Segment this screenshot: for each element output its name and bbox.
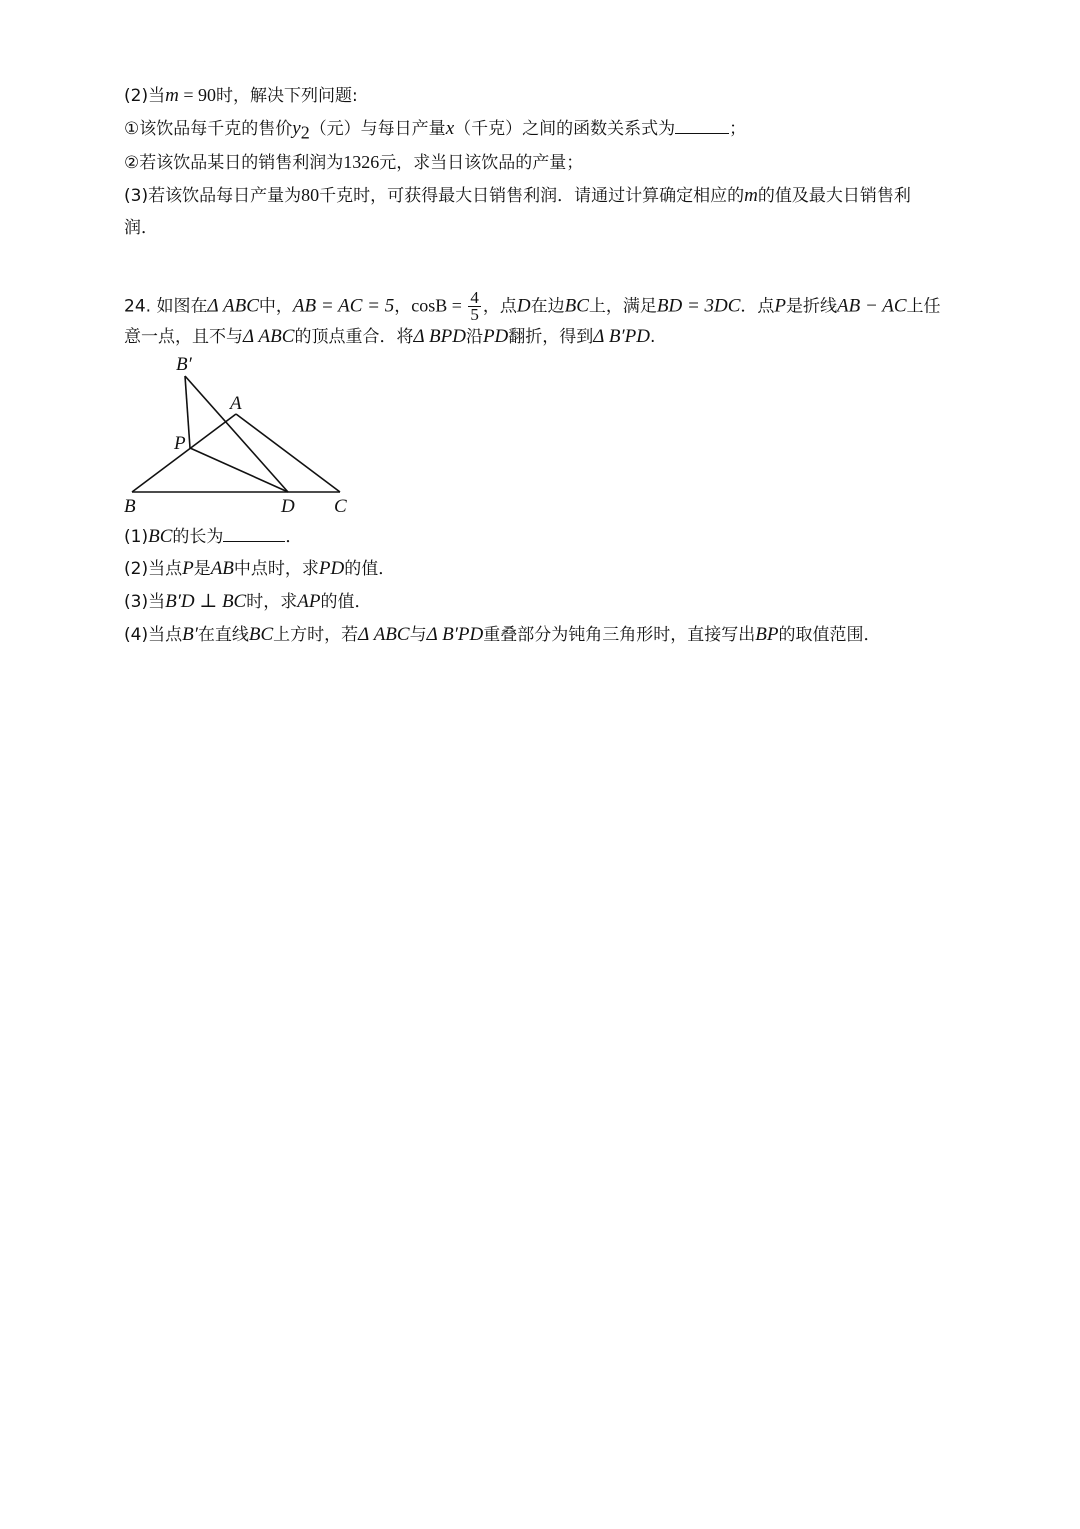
math-expr: Δ ABC — [243, 326, 295, 347]
part3-line-cont — [124, 217, 158, 239]
text: 意一点，且不与 — [124, 327, 243, 347]
math-expr: = 90 — [178, 85, 216, 105]
fraction — [468, 290, 481, 323]
math-var: m — [165, 85, 179, 106]
math-expr: BD = 3DC — [656, 295, 741, 317]
part3-line — [124, 184, 911, 207]
text: 润． — [124, 218, 158, 238]
math-expr: Δ ABC — [207, 295, 259, 317]
math-expr: Δ BPD — [413, 326, 466, 347]
math-var: y — [292, 118, 301, 139]
q24-sub4 — [124, 624, 880, 646]
label-P: P — [174, 433, 186, 454]
math-var: AP — [297, 591, 321, 612]
text: 的值． — [320, 592, 372, 612]
text: 翻折，得到 — [508, 327, 594, 347]
answer-blank — [675, 117, 729, 134]
label-C: C — [334, 496, 347, 517]
text: 上，满足 — [588, 296, 657, 317]
text: 是折线 — [786, 296, 838, 317]
text: 是 — [193, 559, 211, 579]
q24-line1 — [124, 290, 941, 323]
text: （千克）之间的函数关系式为 — [454, 119, 676, 139]
text: 的值及最大日销售利 — [757, 186, 911, 206]
math-expr: cosB = — [411, 295, 467, 316]
text: (2)当点 — [124, 559, 183, 579]
text: (3)当 — [124, 592, 166, 612]
part2-line — [124, 84, 358, 107]
triangle-figure — [110, 348, 370, 518]
text: 时，求 — [246, 592, 298, 612]
math-var: P — [182, 558, 194, 579]
segment-PD — [190, 448, 288, 492]
math-var: D — [516, 295, 531, 317]
math-var: PD — [318, 558, 345, 579]
q24-line2 — [124, 326, 655, 348]
text: （元）与每日产量 — [309, 119, 446, 139]
math-sub: 2 — [300, 122, 310, 143]
label-A: A — [230, 393, 242, 414]
text: 上任 — [906, 296, 941, 317]
text: 中， — [258, 296, 293, 317]
part2-item1 — [124, 117, 746, 143]
text: 上方时，若 — [273, 625, 359, 645]
text: 千克时，可获得最大日销售利润．请通过计算确定相应的 — [319, 186, 745, 206]
text: 元，求当日该饮品的产量； — [379, 153, 584, 173]
text: ．点 — [740, 296, 775, 317]
label-D: D — [281, 496, 295, 517]
text: 重叠部分为钝角三角形时，直接写出 — [483, 625, 756, 645]
text: 在直线 — [197, 625, 249, 645]
text: ； — [729, 119, 747, 139]
text: 24. 如图在 — [124, 296, 208, 317]
fraction-numerator: 4 — [470, 288, 479, 307]
math-var: x — [445, 118, 455, 139]
text: 在边 — [530, 296, 565, 317]
math-var: m — [744, 185, 758, 206]
math-var: BC — [248, 624, 274, 645]
text: 的长为 — [172, 527, 224, 547]
math-expr: AB = AC = 5 — [292, 295, 395, 317]
text: 的值． — [344, 559, 396, 579]
text: 的取值范围． — [778, 625, 881, 645]
text: ， — [394, 296, 412, 317]
label-Bprime: B′ — [176, 354, 192, 375]
text: 时，解决下列问题: — [215, 86, 358, 106]
math-var: P — [774, 295, 787, 317]
math-expr: Δ B′PD — [593, 326, 650, 347]
math-var: BP — [755, 624, 779, 645]
math-var: BC — [148, 526, 173, 547]
q24-sub1 — [124, 525, 302, 548]
text: ． — [285, 527, 303, 547]
fraction-denominator: 5 — [470, 305, 479, 324]
math-num: 80 — [301, 185, 320, 205]
text: . — [649, 327, 656, 347]
text: 沿 — [465, 327, 483, 347]
math-expr: Δ B′PD — [426, 624, 484, 645]
text: ，点 — [482, 296, 517, 317]
math-expr: AB − AC — [837, 295, 907, 317]
math-expr: Δ ABC — [358, 624, 410, 645]
text: 与 — [409, 625, 427, 645]
text: 的顶点重合．将 — [294, 327, 414, 347]
text: (4)当点 — [124, 625, 183, 645]
text: (1) — [124, 527, 149, 547]
math-var: PD — [482, 326, 509, 347]
segment-PBprime — [185, 376, 190, 448]
math-num: 1326 — [343, 152, 380, 172]
text: (2)当 — [124, 86, 166, 106]
answer-blank — [223, 525, 285, 542]
math-var: BC — [564, 295, 589, 317]
text: ②若该饮品某日的销售利润为 — [124, 153, 344, 173]
label-B: B — [124, 496, 136, 517]
math-expr: B′D ⊥ BC — [165, 591, 247, 612]
math-var: B′ — [182, 624, 198, 645]
text: ①该饮品每千克的售价 — [124, 119, 293, 139]
q24-sub3 — [124, 591, 371, 613]
text: (3)若该饮品每日产量为 — [124, 186, 302, 206]
segment-AC — [236, 414, 340, 492]
text: 中点时，求 — [233, 559, 319, 579]
math-var: AB — [210, 558, 234, 579]
part2-item2 — [124, 151, 583, 174]
q24-sub2 — [124, 558, 395, 580]
